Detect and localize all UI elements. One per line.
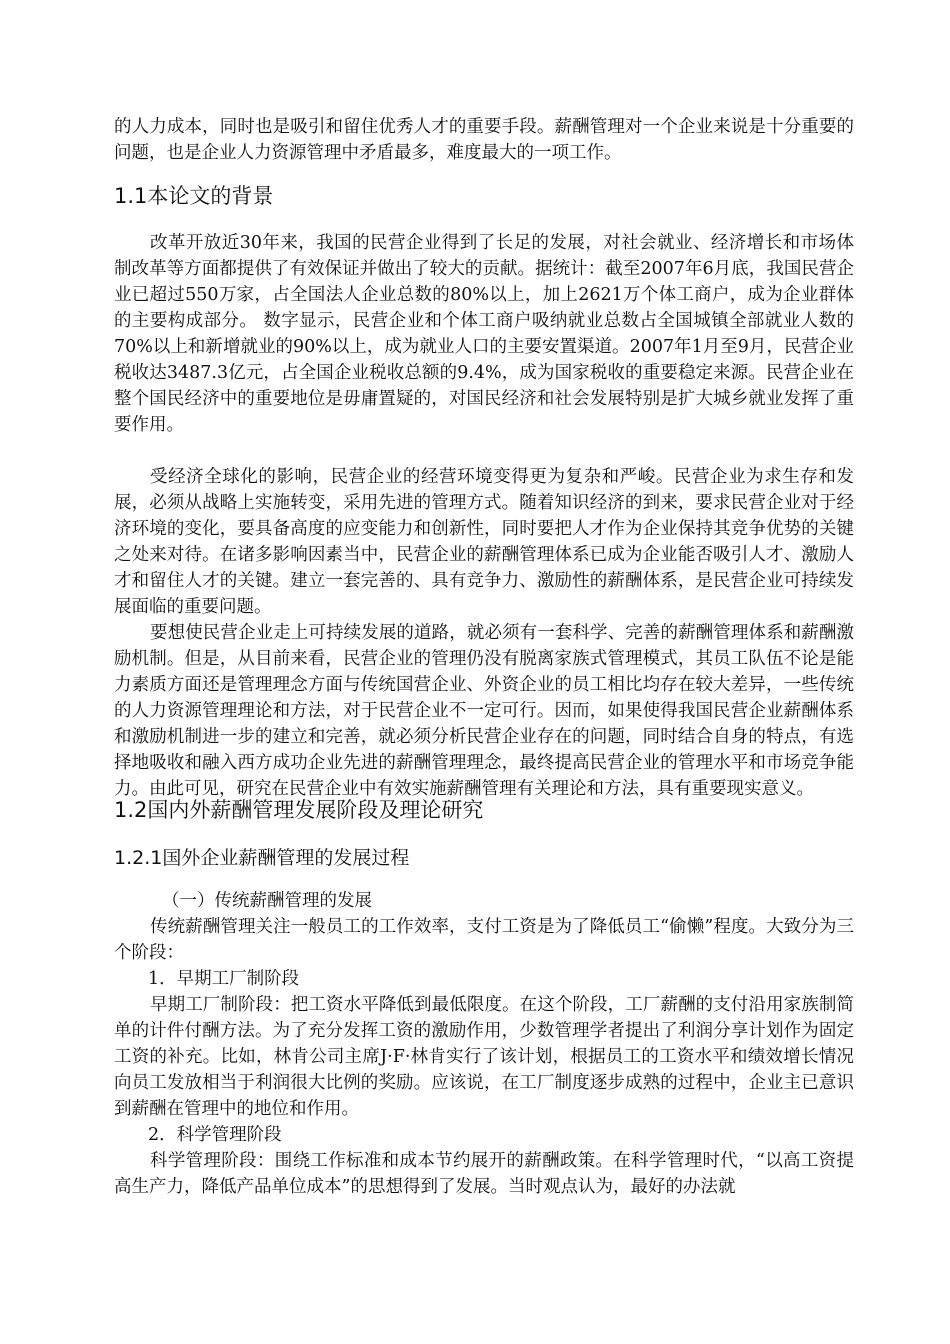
intro-paragraph: 的人力成本，同时也是吸引和留住优秀人才的重要手段。薪酬管理对一个企业来说是十分重要的问题，也是企业人力资源管理中矛盾最多，难度最大的一项工作。 bbox=[114, 117, 854, 163]
background-paragraph-3: 要想使民营企业走上可持续发展的道路，就必须有一套科学、完善的薪酬管理体系和薪酬激励机制。但是，从目前来看，民营企业的管理仍没有脱离家族式管理模式，其员工队伍不论是能力素质方面还是管理理念方面与传统国营企业、外资企业的员工相比均存在较大差异，一些传统的人力资源管理理论和方法，对于民营企业不一定可行。因而，如果使得我国民营企业薪酬体系和激励机制进一步的建立和完善，就必须分析民营企业存在的问题，同时结合自身的特点，有选择地吸收和融入西方成功企业先进的薪酬管理理念，最终提高民营企业的管理水平和市场竞争能力。由此可见，研究在民营企业中有效实施薪酬管理有关理论和方法，具有重要现实意义。 bbox=[114, 623, 854, 799]
early-factory-paragraph: 早期工厂制阶段：把工资水平降低到最低限度。在这个阶段，工厂薪酬的支付沿用家族制简单的计件付酬方法。为了充分发挥工资的激励作用，少数管理学者提出了利润分享计划作为固定工资的补充。比如，林肯公司主席J·F·林肯实行了该计划，根据员工的工资水平和绩效增长情况向员工发放相当于利润很大比例的奖励。应该说，在工厂制度逐步成熟的过程中，企业主已意识到薪酬在管理中的地位和作用。 bbox=[114, 995, 854, 1119]
stage-item-1: 1．早期工厂制阶段 bbox=[148, 969, 300, 989]
scientific-management-paragraph: 科学管理阶段：围绕工作标准和成本节约展开的薪酬政策。在科学管理时代，“以高工资提高生产力，降低产品单位成本”的思想得到了发展。当时观点认为，最好的办法就 bbox=[114, 1151, 854, 1197]
section-heading-1-1: 1.1本论文的背景 bbox=[114, 184, 274, 208]
section-heading-1-2: 1.2国内外薪酬管理发展阶段及理论研究 bbox=[114, 798, 484, 822]
background-paragraph-2: 受经济全球化的影响，民营企业的经营环境变得更为复杂和严峻。民营企业为求生存和发展，必须从战略上实施转变，采用先进的管理方式。随着知识经济的到来，要求民营企业对于经济环境的变化，要具备高度的应变能力和创新性，同时要把人才作为企业保持其竞争优势的关键之处来对待。在诸多影响因素当中，民营企业的薪酬管理体系已成为企业能否吸引人才、激励人才和留住人才的关键。建立一套完善的、具有竞争力、激励性的薪酬体系，是民营企业可持续发展面临的重要问题。 bbox=[114, 467, 854, 617]
background-paragraph-1: 改革开放近30年来，我国的民营企业得到了长足的发展，对社会就业、经济增长和市场体制改革等方面都提供了有效保证并做出了较大的贡献。据统计：截至2007年6月底，我国民营企业已超过550万家，占全国法人企业总数的80%以上，加上2621万个体工商户，成为企业群体的主要构成部分。 数字显示，民营企业和个体工商户吸纳就业总数占全国城镇全部就业人数的70%以上和新增就业的90%以上，成为就业人口的主要安置渠道。2007年1月至9月，民营企业税收达3487.3亿元，占全国企业税收总额的9.4%，成为国家税收的重要稳定来源。民营企业在整个国民经济中的重要地位是毋庸置疑的，对国民经济和社会发展特别是扩大城乡就业发挥了重要作用。 bbox=[114, 233, 854, 435]
stage-item-2: 2．科学管理阶段 bbox=[148, 1125, 282, 1145]
section-heading-1-2-1: 1.2.1国外企业薪酬管理的发展过程 bbox=[114, 847, 410, 869]
traditional-paragraph: 传统薪酬管理关注一般员工的工作效率，支付工资是为了降低员工“偷懒”程度。大致分为三个阶段： bbox=[114, 917, 854, 963]
subheading-traditional: （一）传统薪酬管理的发展 bbox=[162, 891, 372, 911]
